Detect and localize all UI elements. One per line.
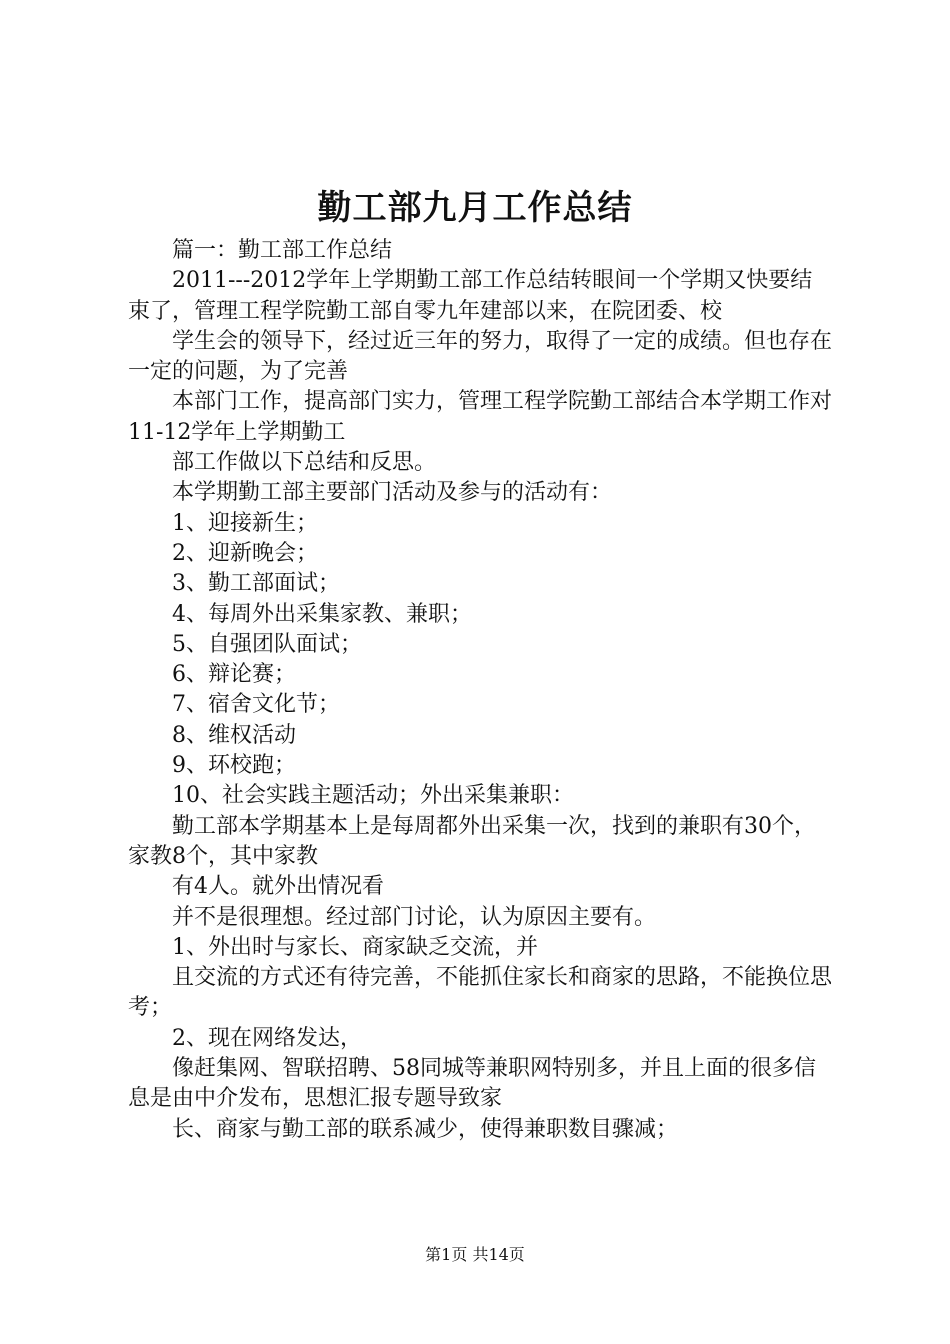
paragraph: 2011---2012学年上学期勤工部工作总结转眼间一个学期又快要结束了，管理工程学院勤工部自零九年建部以来，在院团委、校 xyxy=(128,268,813,324)
list-item: 9、环校跑； xyxy=(172,753,296,779)
paragraph: 有4人。就外出情况看 xyxy=(172,874,384,900)
list-item: 6、辩论赛； xyxy=(172,662,296,688)
paragraph: 1、外出时与家长、商家缺乏交流，并 xyxy=(172,934,538,960)
paragraph: 篇一：勤工部工作总结 xyxy=(172,238,393,263)
list-item: 7、宿舍文化节； xyxy=(172,692,340,718)
paragraph: 本部门工作，提高部门实力，管理工程学院勤工部结合本学期工作对11-12学年上学期勤工 xyxy=(128,389,833,445)
paragraph: 学生会的领导下，经过近三年的努力，取得了一定的成绩。但也存在一定的问题，为了完善 xyxy=(128,328,833,385)
page-footer: 第1页 共14页 xyxy=(425,1245,525,1264)
list-item: 4、每周外出采集家教、兼职； xyxy=(172,601,472,627)
document-title: 勤工部九月工作总结 xyxy=(317,188,633,228)
list-item: 8、维权活动 xyxy=(172,722,296,748)
paragraph: 且交流的方式还有待完善，不能抓住家长和商家的思路，不能换位思考； xyxy=(128,965,833,1021)
paragraph: 并不是很理想。经过部门讨论，认为原因主要有。 xyxy=(172,904,657,930)
paragraph: 长、商家与勤工部的联系减少，使得兼职数目骤减； xyxy=(172,1116,679,1142)
document-body xyxy=(128,236,834,1145)
paragraph: 本学期勤工部主要部门活动及参与的活动有： xyxy=(172,480,613,506)
list-item: 10、社会实践主题活动；外出采集兼职： xyxy=(172,783,574,809)
list-item: 2、迎新晚会； xyxy=(172,540,318,566)
list-item: 3、勤工部面试； xyxy=(172,571,340,597)
list-item: 5、自强团队面试； xyxy=(172,631,362,657)
list-item: 1、迎接新生； xyxy=(172,510,318,536)
paragraph: 部工作做以下总结和反思。 xyxy=(172,450,437,476)
paragraph: 像赶集网、智联招聘、58同城等兼职网特别多，并且上面的很多信息是由中介发布，思想汇报专题导致家 xyxy=(128,1056,816,1112)
paragraph: 2、现在网络发达， xyxy=(172,1025,362,1051)
paragraph: 勤工部本学期基本上是每周都外出采集一次，找到的兼职有30个，家教8个，其中家教 xyxy=(128,813,816,869)
